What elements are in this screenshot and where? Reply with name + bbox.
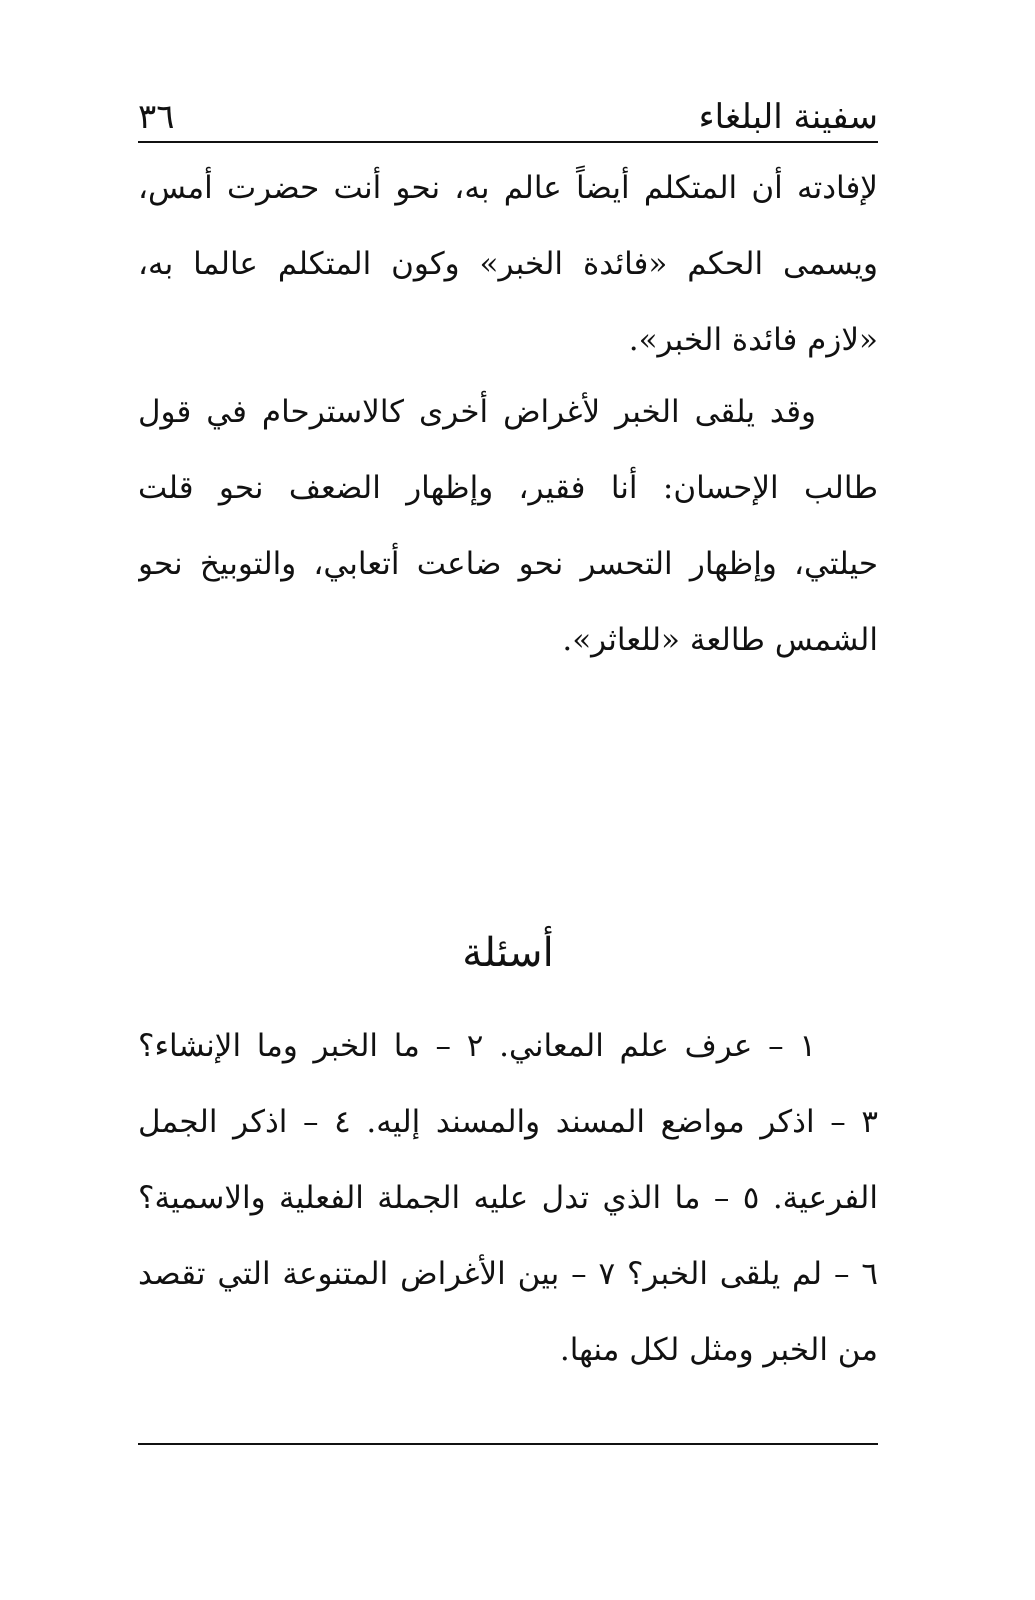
page-header xyxy=(138,92,878,142)
text-line: الشمس طالعة «للعاثر». xyxy=(562,622,878,658)
paragraph-2 xyxy=(138,374,878,678)
page-number: ٣٦ xyxy=(138,97,175,137)
text-line: وقد يلقى الخبر لأغراض أخرى كالاسترحام في قول xyxy=(138,394,816,430)
questions-list xyxy=(138,1008,878,1388)
question-line: ٦ – لم يلقى الخبر؟ ٧ – بين الأغراض المتنوعة التي تقصد xyxy=(138,1256,878,1292)
question-line: ١ – عرف علم المعاني. ٢ – ما الخبر وما الإنشاء؟ xyxy=(138,1028,816,1064)
paragraph-1 xyxy=(138,150,878,378)
text-line: طالب الإحسان: أنا فقير، وإظهار الضعف نحو قلت xyxy=(138,470,878,506)
footer-divider xyxy=(138,1443,878,1445)
header-divider xyxy=(138,141,878,143)
text-line: ويسمى الحكم «فائدة الخبر» وكون المتكلم عالما به، xyxy=(138,246,878,282)
question-line: ٣ – اذكر مواضع المسند والمسند إليه. ٤ – اذكر الجمل xyxy=(138,1104,878,1140)
question-line: الفرعية. ٥ – ما الذي تدل عليه الجملة الفعلية والاسمية؟ xyxy=(138,1180,878,1216)
book-page xyxy=(138,0,878,1600)
running-title: سفينة البلغاء xyxy=(698,97,878,137)
text-line: حيلتي، وإظهار التحسر نحو ضاعت أتعابي، والتوبيخ نحو xyxy=(138,546,878,582)
questions-heading: أسئلة xyxy=(462,930,554,976)
text-line: «لازم فائدة الخبر». xyxy=(628,322,878,358)
text-line: لإفادته أن المتكلم أيضاً عالم به، نحو أنت حضرت أمس، xyxy=(138,170,878,206)
question-line: من الخبر ومثل لكل منها. xyxy=(559,1332,878,1368)
